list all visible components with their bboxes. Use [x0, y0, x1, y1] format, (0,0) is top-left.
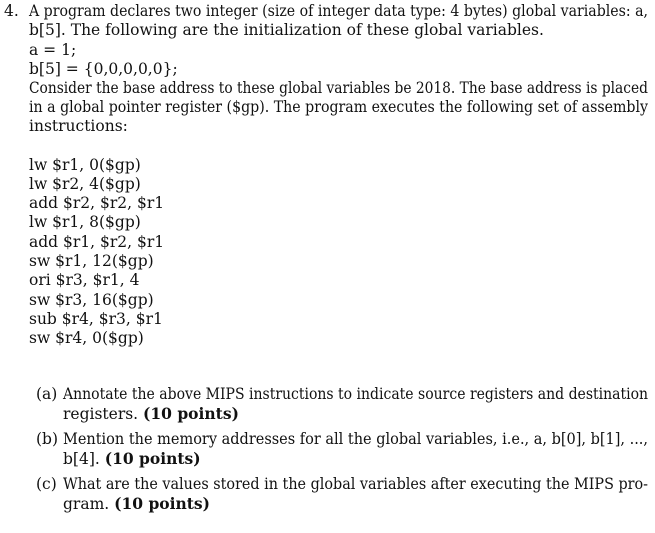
intro-line-1: A program declares two integer (size of integer data type: 4 bytes) global variables: a,	[29, 2, 649, 20]
intro-line-6: in a global pointer register ($gp). The program executes the following set of assembly	[29, 98, 648, 116]
intro-line-7: instructions:	[29, 117, 128, 135]
instruction-line: lw $r1, 0($gp)	[29, 156, 141, 174]
instruction-line: sw $r1, 12($gp)	[29, 252, 154, 270]
part-a-text-line1: Annotate the above MIPS instructions to indicate source registers and destination	[63, 385, 649, 403]
part-a-line2: registers.	[63, 405, 139, 423]
instruction-line: sub $r4, $r3, $r1	[29, 310, 163, 328]
init-b: b[5] = {0,0,0,0,0};	[29, 60, 178, 78]
instruction-line: add $r2, $r2, $r1	[29, 194, 165, 212]
part-b-text-line1: Mention the memory addresses for all the global variables, i.e., a, b[0], b[1], ...,	[63, 430, 649, 448]
part-c-line2: gram.	[63, 495, 110, 513]
part-b-line2: b[4].	[63, 450, 100, 468]
part-c-text-line1: What are the values stored in the global variables after executing the MIPS pro-	[63, 475, 648, 493]
instruction-line: add $r1, $r2, $r1	[29, 233, 165, 251]
question-number: 4.	[4, 2, 19, 20]
part-a-points: (10 points)	[143, 404, 239, 423]
instruction-line: lw $r1, 8($gp)	[29, 213, 141, 231]
part-b-text-line2	[63, 449, 201, 469]
part-c-label: (c)	[36, 475, 57, 493]
part-a-text-line2	[63, 404, 239, 424]
instruction-line: sw $r4, 0($gp)	[29, 329, 144, 347]
part-a-label: (a)	[36, 385, 58, 403]
init-a: a = 1;	[29, 41, 77, 59]
instruction-line: sw $r3, 16($gp)	[29, 291, 154, 309]
intro-line-5: Consider the base address to these global variables be 2018. The base address is placed	[29, 79, 648, 97]
part-b-label: (b)	[36, 430, 59, 448]
part-b-points: (10 points)	[104, 449, 201, 468]
instruction-line: lw $r2, 4($gp)	[29, 175, 141, 193]
part-c-points: (10 points)	[114, 494, 210, 513]
part-c-text-line2	[63, 494, 210, 514]
intro-line-2: b[5]. The following are the initialization of these global variables.	[29, 21, 544, 39]
instruction-line: ori $r3, $r1, 4	[29, 271, 140, 289]
